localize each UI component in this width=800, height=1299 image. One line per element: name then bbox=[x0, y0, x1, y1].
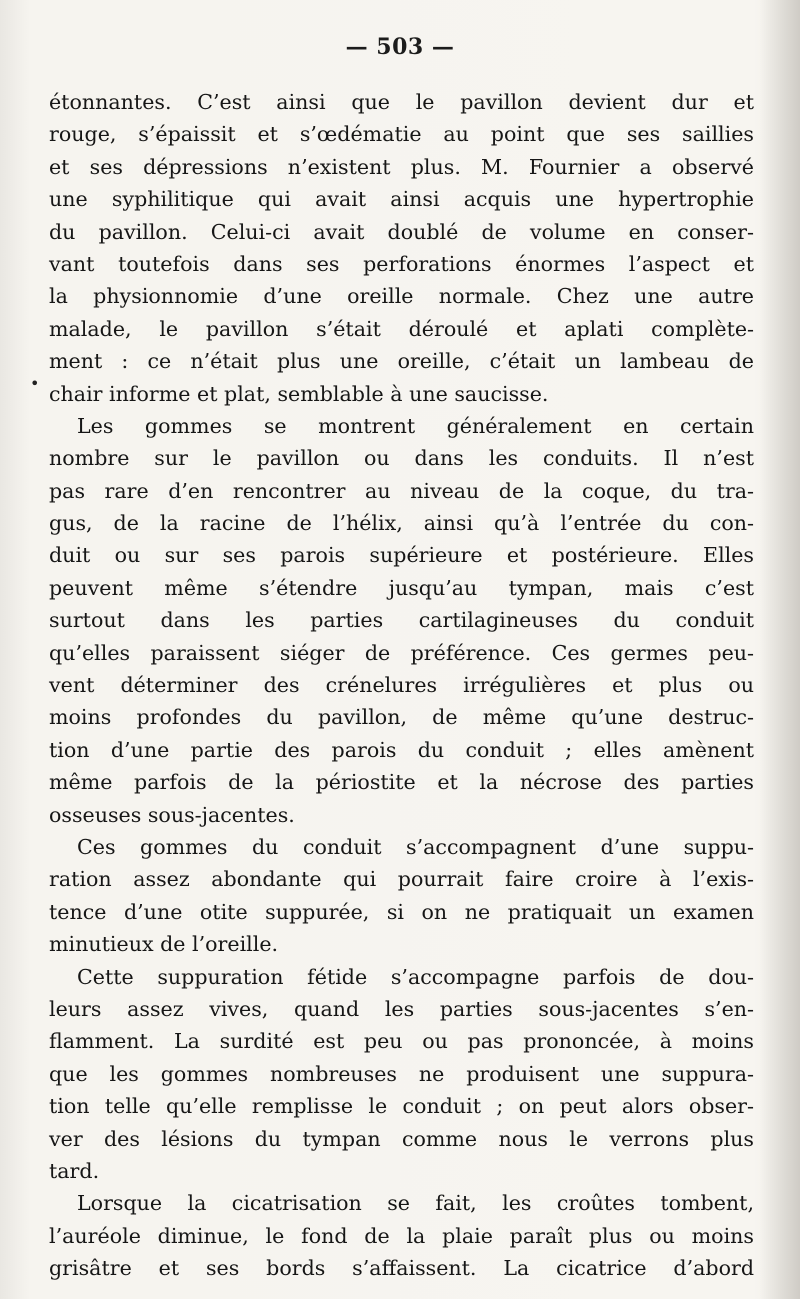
text-line: chair informe et plat, semblable à une saucisse. bbox=[49, 381, 549, 406]
text-line: ration assez abondante qui pourrait faire croire à l’exis- bbox=[49, 867, 754, 892]
text-line: du pavillon. Celui-ci avait doublé de volume en conser- bbox=[49, 219, 754, 244]
margin-dot: • bbox=[30, 374, 40, 393]
text-line: leurs assez vives, quand les parties sous-jacentes s’en- bbox=[49, 996, 754, 1021]
text-line: étonnantes. C’est ainsi que le pavillon devient dur et bbox=[49, 90, 754, 114]
text-line: tence d’une otite suppurée, si on ne pratiquait un examen bbox=[49, 899, 754, 924]
text-line: une syphilitique qui avait ainsi acquis une hypertrophie bbox=[49, 187, 754, 212]
text-line: minutieux de l’oreille. bbox=[49, 932, 279, 957]
text-line: ment : ce n’était plus une oreille, c’était un lambeau de bbox=[49, 349, 754, 374]
text-line: tion telle qu’elle remplisse le conduit ; on peut alors obser- bbox=[49, 1094, 754, 1119]
text-line: duit ou sur ses parois supérieure et postérieure. Elles bbox=[49, 543, 754, 568]
text-line: Cette suppuration fétide s’accompagne parfois de dou- bbox=[77, 964, 754, 989]
text-line: nombre sur le pavillon ou dans les conduits. Il n’est bbox=[49, 446, 754, 471]
text-line: ver des lésions du tympan comme nous le verrons plus bbox=[49, 1126, 754, 1151]
text-line: vant toutefois dans ses perforations énormes l’aspect et bbox=[49, 251, 754, 276]
text-line: qu’elles paraissent siéger de préférence. Ces germes peu- bbox=[49, 640, 754, 665]
text-line: peuvent même s’étendre jusqu’au tympan, mais c’est bbox=[49, 575, 754, 600]
page-edge-shadow bbox=[754, 0, 800, 1299]
text-line: flamment. La surdité est peu ou pas prononcée, à moins bbox=[49, 1029, 754, 1054]
text-line: grisâtre et ses bords s’affaissent. La cicatrice d’abord bbox=[49, 1256, 754, 1281]
text-line: la physionnomie d’une oreille normale. Chez une autre bbox=[49, 284, 754, 309]
text-line: gus, de la racine de l’hélix, ainsi qu’à l’entrée du con- bbox=[49, 511, 754, 536]
text-line: rouge, s’épaissit et s’œdématie au point que ses saillies bbox=[49, 122, 754, 147]
text-line: osseuses sous-jacentes. bbox=[49, 802, 295, 827]
text-line: tard. bbox=[49, 1158, 100, 1183]
text-line: moins profondes du pavillon, de même qu’une destruc- bbox=[49, 705, 754, 730]
page-number: — 503 — bbox=[345, 34, 455, 60]
text-line: l’auréole diminue, le fond de la plaie paraît plus ou moins bbox=[49, 1223, 754, 1248]
text-line: Lorsque la cicatrisation se fait, les croûtes tombent, bbox=[77, 1191, 754, 1216]
text-line: tion d’une partie des parois du conduit ; elles amènent bbox=[49, 737, 754, 762]
body-text bbox=[49, 86, 754, 1284]
text-line: pas rare d’en rencontrer au niveau de la coque, du tra- bbox=[49, 478, 754, 503]
text-line: Ces gommes du conduit s’accompagnent d’une suppu- bbox=[77, 834, 754, 859]
text-line: que les gommes nombreuses ne produisent une suppura- bbox=[49, 1061, 754, 1086]
text-line: même parfois de la périostite et la nécrose des parties bbox=[49, 770, 754, 795]
text-line: Les gommes se montrent généralement en certain bbox=[77, 413, 754, 438]
text-line: malade, le pavillon s’était déroulé et aplati complète- bbox=[49, 316, 754, 341]
text-line: surtout dans les parties cartilagineuses du conduit bbox=[49, 608, 754, 633]
text-line: vent déterminer des crénelures irrégulières et plus ou bbox=[49, 673, 754, 698]
text-line: et ses dépressions n’existent plus. M. Fournier a observé bbox=[49, 154, 754, 179]
